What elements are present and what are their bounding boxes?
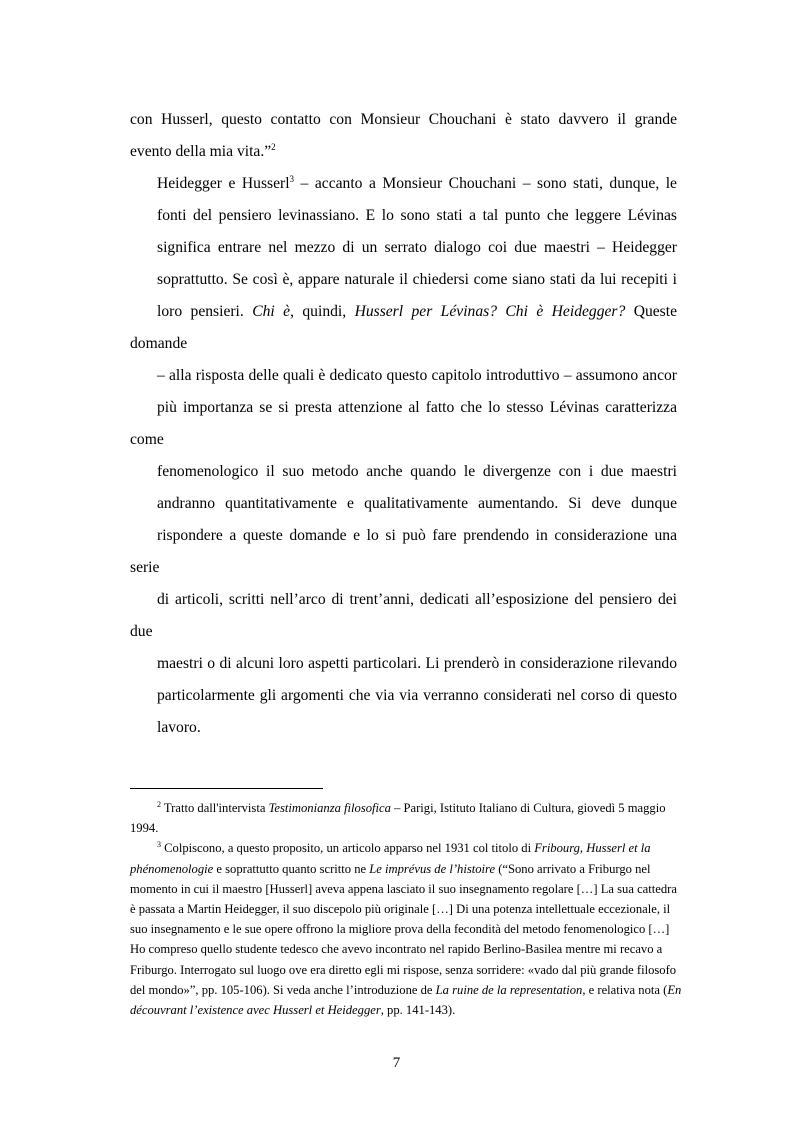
footnote-ref-3[interactable]: 3 [289,174,295,184]
text-segment: Heidegger e Husserl [157,175,290,192]
italic-segment: Testimonianza filosofica [268,801,391,815]
footnote-number: 2 [157,800,161,809]
text-line: rispondere a queste domande e lo si può fare prendendo in considerazione una serie [130,527,677,576]
text-segment: – Parigi, Istituto Italiano di Cultura, giovedì 5 maggio 1994. [130,801,666,836]
text-segment: , e relativa nota ( [582,982,668,997]
footnote-ref-2[interactable]: 2 [271,142,276,152]
text-segment: (“Sono arrivato a Friburgo nel momento in cui il maestro [Husserl] aveva appena lasciato il suo insegnamento regolare […] La sua cattedra è passata a Martin Heidegger, il suo discepolo più originale […] Di una potenza intellettuale eccezionale, il suo insegnamento e le sue opere offrono la migliore prova della fecondità del metodo fenomenologico […] Ho compreso quello studente tedesco che avevo incontrato nel rapido Berlino-Basilea mentre mi recavo a Friburgo. Interrogato sul luogo ove era diretto egli mi rispose, senza sorridere: «vado dal più grande filosofo del mondo»”, pp. 105-106). Si veda anche l’introduzione de [130,861,677,997]
text-line: – alla risposta delle quali è dedicato questo capitolo introduttivo – assumono ancor [157,367,677,384]
main-text [130,104,677,744]
text-line: significa entrare nel mezzo di un serrato dialogo coi due maestri – Heidegger [157,239,677,256]
text-line [130,136,677,168]
italic-segment: Le imprévus de l’histoire [369,861,496,876]
text-segment: Queste domande [130,303,678,352]
text-line [130,296,677,360]
text-line: fenomenologico il suo metodo anche quando le divergenze con i due maestri [157,463,677,480]
italic-segment: En découvrant l’existence avec Husserl et Heidegger [130,982,682,1018]
text-line [130,168,677,200]
text-line: più importanza se si presta attenzione al fatto che lo stesso Lévinas caratterizza come [130,399,677,448]
footnote-separator [130,788,323,789]
text-line: fonti del pensiero levinassiano. E lo sono stati a tal punto che leggere Lévinas [157,207,677,224]
text-segment: loro pensieri. [157,303,253,320]
text-line: particolarmente gli argomenti che via via verranno considerati nel corso di questo [157,687,677,704]
italic-segment: Fribourg, Husserl et la phénomenologie [130,841,651,876]
page-number: 7 [392,1055,401,1071]
italic-segment: Chi è [252,303,291,320]
text-line: soprattutto. Se così è, appare naturale il chiedersi come siano stati da lui recepiti i [157,271,677,288]
footnotes [130,798,683,1020]
text-line: maestri o di alcuni loro aspetti particolari. Li prenderò in considerazione rilevando [157,655,677,672]
italic-segment: La ruine de la representation [435,982,583,997]
footnote-3 [130,838,683,1020]
text-segment: – accanto a Monsieur Chouchani – sono stati, dunque, le [294,175,677,192]
text-line: andranno quantitativamente e qualitativamente aumentando. Si deve dunque [157,495,677,512]
text-segment: evento della mia vita.” [130,143,272,160]
italic-segment: Husserl per Lévinas? Chi è Heidegger? [354,303,626,320]
text-segment: , pp. 141-143). [380,1003,456,1018]
text-segment: e soprattutto quanto scritto ne [213,861,370,876]
footnote-2 [130,798,683,838]
text-line: lavoro. [157,719,201,736]
text-line: di articoli, scritti nell’arco di trent’anni, dedicati all’esposizione del pensiero dei due [130,591,677,640]
text-line: con Husserl, questo contatto con Monsieur Chouchani è stato davvero il grande [130,111,677,128]
text-segment: Colpiscono, a questo proposito, un articolo apparso nel 1931 col titolo di [161,841,535,856]
text-segment: Tratto dall'intervista [161,801,269,815]
footnote-number: 3 [157,840,161,850]
paragraph-1 [130,104,677,168]
paragraph-2 [130,168,677,744]
text-segment: , quindi, [290,303,355,320]
